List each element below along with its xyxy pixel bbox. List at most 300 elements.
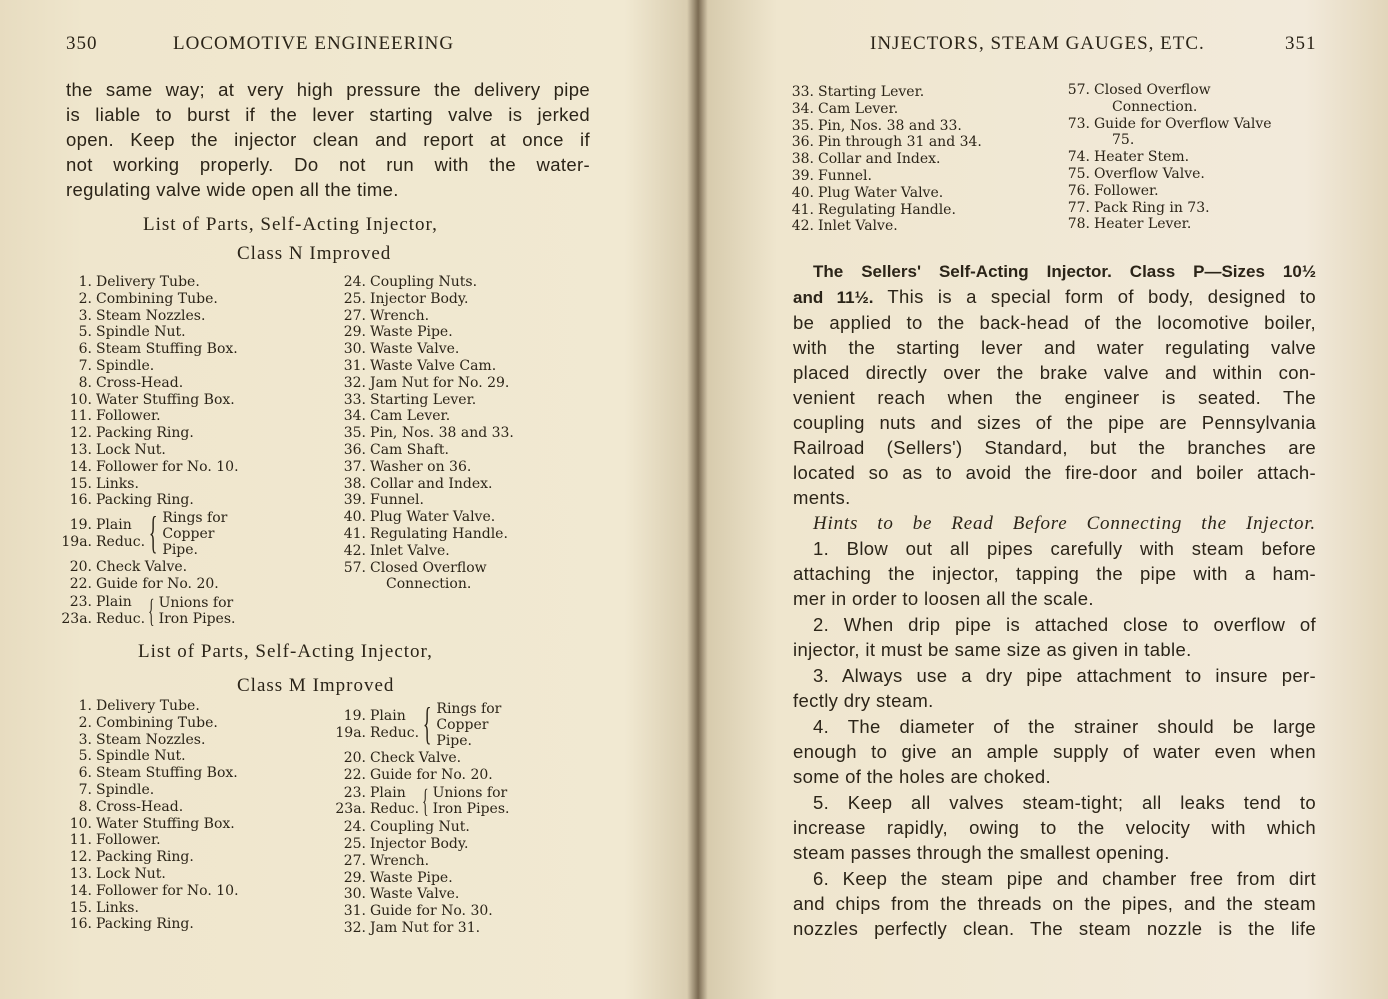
list-item — [334, 442, 514, 459]
list-item — [334, 476, 514, 493]
left-page-number: 350 — [66, 33, 98, 54]
item-text: Combining Tube. — [96, 290, 218, 307]
text-line: nozzles perfectly clean. The steam nozzle is the life — [793, 918, 1316, 939]
list-item — [60, 308, 239, 325]
item-number: 5. — [78, 324, 92, 341]
item-number: 24. — [343, 819, 366, 836]
item-text: Water Stuffing Box. — [96, 815, 235, 832]
item-text: Guide for No. 20. — [370, 766, 493, 783]
item-text: Collar and Index. — [370, 475, 493, 492]
item-text: Steam Nozzles. — [96, 731, 206, 748]
item-number: 31. — [343, 903, 366, 920]
item-text: Follower. — [1094, 182, 1159, 199]
item-number: 37. — [343, 458, 366, 475]
list-item — [60, 324, 239, 341]
list-item — [60, 341, 239, 358]
brace-glyph: { — [422, 699, 432, 749]
list-item — [60, 274, 239, 291]
item-number: 1. — [78, 698, 92, 714]
item-number: 25. — [343, 290, 366, 307]
item-number: 15. — [69, 899, 92, 916]
item-number: 8. — [78, 374, 92, 391]
item-text: Delivery Tube. — [96, 274, 200, 290]
item-text: Closed Overflow — [1094, 82, 1211, 98]
item-text: Waste Valve Cam. — [370, 357, 497, 374]
item-text: Cam Lever. — [818, 100, 899, 117]
item-number: 19a. — [335, 725, 366, 741]
list-item — [334, 392, 514, 409]
item-text: Lock Nut. — [96, 865, 166, 882]
list-item — [1060, 216, 1272, 233]
item-text: Heater Stem. — [1094, 149, 1190, 166]
brace-line: Copper — [436, 717, 489, 733]
item-text: Combining Tube. — [96, 714, 218, 731]
left-intro-paragraph — [66, 77, 590, 202]
item-text: Packing Ring. — [96, 916, 194, 933]
item-text: Pin through 31 and 34. — [818, 134, 982, 151]
item-number: 32. — [343, 374, 366, 391]
list-item — [60, 375, 239, 392]
item-text: Closed Overflow — [370, 559, 487, 576]
text-line: regulating valve wide open all the time. — [66, 179, 399, 200]
text-line: the same way; at very high pressure the delivery pipe — [66, 79, 590, 100]
item-number: 57. — [343, 559, 366, 576]
item-text: Wrench. — [370, 852, 430, 869]
item-text: Waste Valve. — [370, 886, 460, 903]
item-number: 38. — [791, 151, 814, 168]
item-number: 36. — [791, 134, 814, 151]
item-text: Cross-Head. — [96, 798, 184, 815]
text-line: 5. Keep all valves steam-tight; all leaks tend to — [813, 792, 1316, 813]
item-number: 10. — [69, 391, 92, 408]
item-number: 22. — [69, 575, 92, 592]
item-number: 30. — [343, 341, 366, 358]
list-item — [60, 576, 239, 593]
item-number: 42. — [343, 542, 366, 559]
list-item — [60, 392, 239, 409]
item-number: 29. — [343, 324, 366, 341]
list-item — [334, 425, 514, 442]
item-number: 20. — [69, 559, 92, 576]
item-number: 30. — [343, 886, 366, 903]
brace-group — [334, 781, 510, 820]
item-text: Jam Nut for 31. — [370, 919, 481, 936]
list-item — [334, 920, 509, 937]
item-number: 5. — [78, 748, 92, 765]
item-text: Funnel. — [818, 167, 872, 184]
list-n-title: List of Parts, Self-Acting Injector, — [143, 214, 438, 235]
item-text: Regulating Handle. — [818, 201, 956, 218]
text-line: 4. The diameter of the strainer should be large — [813, 716, 1316, 737]
list-item — [60, 765, 239, 782]
item-text: Regulating Handle. — [370, 525, 508, 542]
text-line: 1. Blow out all pipes carefully with steam before — [813, 538, 1316, 559]
item-text: Pack Ring in 73. — [1094, 199, 1210, 216]
list-item — [334, 291, 514, 308]
list-item — [60, 816, 239, 833]
text-line: 6. Keep the steam pipe and chamber free from dirt — [813, 868, 1316, 889]
item-text: Plain — [370, 708, 406, 725]
item-text: Starting Lever. — [370, 391, 477, 408]
item-number: 13. — [69, 865, 92, 882]
item-text: Injector Body. — [370, 835, 469, 852]
item-text: Check Valve. — [370, 750, 462, 766]
list-item — [334, 886, 509, 903]
list-item — [1060, 183, 1272, 200]
item-number: 27. — [343, 852, 366, 869]
item-text: Waste Pipe. — [370, 324, 453, 341]
item-number: 16. — [69, 492, 92, 509]
brace-line: Pipe. — [162, 542, 199, 559]
item-text: Waste Valve. — [370, 341, 460, 358]
item-number: 27. — [343, 307, 366, 324]
item-text: Coupling Nuts. — [370, 274, 478, 290]
item-number: 75. — [1067, 165, 1090, 182]
text-line: venient reach when the engineer is seated. The — [793, 387, 1316, 408]
item-text: Plain — [96, 593, 132, 610]
item-text: Follower for No. 10. — [96, 882, 239, 899]
item-text: Guide for No. 20. — [96, 575, 219, 592]
item-number: 40. — [791, 184, 814, 201]
item-text: Follower. — [96, 408, 161, 425]
list-m-column-1 — [60, 698, 239, 933]
item-number: 34. — [791, 100, 814, 117]
list-item — [60, 442, 239, 459]
brace-line: Copper — [162, 526, 215, 543]
item-number: 29. — [343, 869, 366, 886]
list-item — [60, 866, 239, 883]
list-item — [60, 782, 239, 799]
list-item — [334, 903, 509, 920]
text-line: open. Keep the injector clean and report at once if — [66, 129, 590, 150]
list-item — [334, 836, 509, 853]
item-number: 73. — [1067, 115, 1090, 132]
item-number: 77. — [1067, 199, 1090, 216]
right-page — [698, 0, 1388, 999]
item-text: Pin, Nos. 38 and 33. — [818, 117, 962, 134]
item-number: 8. — [78, 798, 92, 815]
list-item — [60, 715, 239, 732]
item-number: 15. — [69, 475, 92, 492]
brace-group — [60, 591, 239, 629]
item-text: Funnel. — [370, 492, 424, 509]
item-text: Steam Stuffing Box. — [96, 765, 238, 782]
item-number: 23. — [343, 784, 366, 801]
list-item — [1060, 166, 1272, 183]
item-text: Inlet Valve. — [818, 218, 898, 235]
text-line: ments. — [793, 487, 851, 508]
item-continuation: Connection. — [1112, 98, 1198, 115]
list-item — [60, 476, 239, 493]
text-line: be applied to the back-head of the locomotive boiler, — [793, 312, 1316, 333]
item-number: 1. — [78, 274, 92, 290]
brace-glyph: { — [422, 781, 429, 820]
text-line: is liable to burst if the lever starting valve is jerked — [66, 104, 590, 125]
item-number: 23a. — [61, 610, 92, 627]
list-item — [334, 543, 514, 560]
hint-item — [793, 663, 1316, 713]
list-m-subtitle: Class M Improved — [237, 675, 395, 696]
item-number: 19a. — [61, 534, 92, 551]
list-item — [334, 819, 509, 836]
item-text: Check Valve. — [96, 559, 188, 576]
item-number: 57. — [1067, 82, 1090, 98]
item-text: Pin, Nos. 38 and 33. — [370, 425, 514, 442]
item-number: 24. — [343, 274, 366, 290]
list-item — [1060, 200, 1272, 217]
text-line: increase rapidly, owing to the velocity with which — [793, 817, 1316, 838]
item-text: Plain — [370, 784, 406, 801]
item-text: Packing Ring. — [96, 425, 194, 442]
text-line: with the starting lever and water regulating valve — [793, 337, 1316, 358]
text-line: Railroad (Sellers') Standard, but the branches are — [793, 437, 1316, 458]
item-number: 40. — [343, 509, 366, 526]
text-line: some of the holes are choked. — [793, 766, 1051, 787]
item-number: 2. — [78, 714, 92, 731]
item-text: Plug Water Valve. — [370, 509, 496, 526]
item-number: 41. — [343, 525, 366, 542]
item-text: Overflow Valve. — [1094, 165, 1205, 182]
list-item — [334, 526, 514, 543]
list-item — [334, 375, 514, 392]
item-text: Washer on 36. — [370, 458, 472, 475]
item-text: Steam Stuffing Box. — [96, 341, 238, 358]
item-text: Reduc. — [370, 801, 420, 818]
item-text: Guide for Overflow Valve — [1094, 115, 1272, 132]
item-number: 38. — [343, 475, 366, 492]
brace-glyph: { — [148, 591, 155, 629]
item-text: Follower for No. 10. — [96, 458, 239, 475]
item-continuation: Connection. — [386, 576, 472, 593]
item-number: 34. — [343, 408, 366, 425]
item-text: Links. — [96, 475, 139, 492]
text-line: injector, it must be same size as given in table. — [793, 639, 1192, 660]
item-number: 39. — [343, 492, 366, 509]
list-item — [334, 324, 514, 341]
hint-item — [793, 790, 1316, 865]
brace-group — [60, 510, 239, 558]
item-number: 22. — [343, 766, 366, 783]
list-n-column-1 — [60, 274, 239, 628]
brace-group — [334, 701, 509, 749]
list-m-title: List of Parts, Self-Acting Injector, — [138, 641, 433, 662]
brace-line: Pipe. — [436, 733, 473, 749]
item-text: Injector Body. — [370, 290, 469, 307]
item-text: Follower. — [96, 832, 161, 849]
list-item — [60, 492, 239, 509]
item-number: 78. — [1067, 216, 1090, 233]
hint-item — [793, 866, 1316, 941]
hints-heading: Hints to be Read Before Connecting the Injector. — [813, 513, 1316, 534]
item-number: 16. — [69, 916, 92, 933]
text-line: fectly dry steam. — [793, 690, 934, 711]
left-page — [0, 0, 690, 999]
hint-item — [793, 714, 1316, 789]
item-text: Spindle Nut. — [96, 324, 186, 341]
item-number: 3. — [78, 307, 92, 324]
hint-item — [793, 612, 1316, 662]
list-item — [60, 732, 239, 749]
text-line: mer in order to loosen all the scale. — [793, 588, 1094, 609]
item-text: Waste Pipe. — [370, 869, 453, 886]
list-item — [60, 358, 239, 375]
list-item — [334, 274, 514, 291]
item-text: Plain — [96, 517, 132, 534]
item-text: Inlet Valve. — [370, 542, 450, 559]
item-number: 14. — [69, 458, 92, 475]
item-text: Lock Nut. — [96, 441, 166, 458]
item-number: 11. — [69, 832, 92, 849]
item-text: Reduc. — [96, 610, 146, 627]
item-number: 35. — [343, 425, 366, 442]
text-line: located so as to avoid the fire-door and boiler attach- — [793, 462, 1316, 483]
list-item — [1060, 82, 1272, 99]
list-item — [334, 750, 509, 767]
item-continuation: 75. — [1112, 132, 1135, 149]
item-number: 31. — [343, 357, 366, 374]
brace-line: Rings for — [162, 510, 228, 527]
item-number: 6. — [78, 765, 92, 782]
item-text: Cross-Head. — [96, 374, 184, 391]
item-number: 11. — [69, 408, 92, 425]
list-item — [784, 101, 982, 118]
list-item — [784, 118, 982, 135]
list-item — [784, 185, 982, 202]
item-number: 42. — [791, 218, 814, 235]
parts-continued-column-2 — [1060, 82, 1272, 233]
item-number: 39. — [791, 167, 814, 184]
list-item — [784, 202, 982, 219]
list-item — [60, 291, 239, 308]
text-line: not working properly. Do not run with the water- — [66, 154, 590, 175]
brace-line: Unions for — [432, 785, 508, 802]
list-item — [60, 883, 239, 900]
list-item — [60, 849, 239, 866]
left-running-head: LOCOMOTIVE ENGINEERING — [173, 33, 455, 54]
item-text: Spindle. — [96, 357, 155, 374]
list-item — [60, 748, 239, 765]
list-item — [60, 698, 239, 715]
item-text: Packing Ring. — [96, 492, 194, 509]
list-item — [334, 308, 514, 325]
sellers-heading: The Sellers' Self-Acting Injector. Class P—Sizes 10½ — [813, 262, 1316, 281]
item-number: 32. — [343, 919, 366, 936]
list-item — [334, 408, 514, 425]
item-text: Jam Nut for No. 29. — [370, 374, 510, 391]
item-number: 33. — [343, 391, 366, 408]
list-item — [1060, 116, 1272, 133]
item-number: 23. — [69, 593, 92, 610]
list-item — [784, 151, 982, 168]
item-text: Steam Nozzles. — [96, 307, 206, 324]
list-item — [334, 560, 514, 577]
text-line: and chips from the threads on the pipes, and the steam — [793, 893, 1316, 914]
list-item — [334, 509, 514, 526]
item-number: 14. — [69, 882, 92, 899]
list-item — [334, 853, 509, 870]
item-number: 6. — [78, 341, 92, 358]
item-number: 36. — [343, 441, 366, 458]
item-text: Coupling Nut. — [370, 819, 470, 836]
item-text: Links. — [96, 899, 139, 916]
text-line: enough to give an ample supply of water even when — [793, 741, 1316, 762]
item-number: 7. — [78, 357, 92, 374]
list-item — [334, 341, 514, 358]
list-item — [334, 870, 509, 887]
list-m-column-2 — [334, 700, 509, 937]
item-text: Starting Lever. — [818, 84, 925, 100]
item-text: Spindle Nut. — [96, 748, 186, 765]
item-text: Wrench. — [370, 307, 430, 324]
item-text: Delivery Tube. — [96, 698, 200, 714]
item-number: 19. — [343, 708, 366, 725]
list-item — [60, 459, 239, 476]
item-text: Packing Ring. — [96, 849, 194, 866]
list-item — [60, 425, 239, 442]
item-text: Reduc. — [370, 725, 420, 741]
item-number: 25. — [343, 835, 366, 852]
list-item — [334, 358, 514, 375]
text-line: coupling nuts and sizes of the pipe are Pennsylvania — [793, 412, 1316, 433]
list-item — [60, 916, 239, 933]
list-item — [784, 218, 982, 235]
item-number: 2. — [78, 290, 92, 307]
list-n-column-2 — [334, 274, 514, 593]
text-line: 2. When drip pipe is attached close to overflow of — [813, 614, 1316, 635]
parts-continued-column-1 — [784, 84, 982, 235]
item-text: Collar and Index. — [818, 151, 941, 168]
item-number: 76. — [1067, 182, 1090, 199]
list-item — [334, 459, 514, 476]
brace-line: Rings for — [436, 701, 502, 717]
item-number: 35. — [791, 117, 814, 134]
list-item — [60, 408, 239, 425]
item-number: 12. — [69, 849, 92, 866]
item-number: 20. — [343, 750, 366, 766]
item-text: Cam Lever. — [370, 408, 451, 425]
text-line: placed directly over the brake valve and within con- — [793, 362, 1316, 383]
list-item — [784, 84, 982, 101]
item-text: Cam Shaft. — [370, 441, 449, 458]
item-number: 12. — [69, 425, 92, 442]
brace-line: Iron Pipes. — [158, 610, 236, 627]
item-number: 19. — [69, 517, 92, 534]
list-item — [60, 559, 239, 576]
list-item — [784, 134, 982, 151]
text-line: steam passes through the smallest opening. — [793, 842, 1170, 863]
sellers-paragraph — [793, 258, 1316, 941]
item-number: 41. — [791, 201, 814, 218]
item-text: Plug Water Valve. — [818, 184, 944, 201]
right-running-head: INJECTORS, STEAM GAUGES, ETC. — [870, 33, 1205, 54]
text-line: 3. Always use a dry pipe attachment to insure per- — [813, 665, 1316, 686]
text-line: attaching the injector, tapping the pipe with a ham- — [793, 563, 1316, 584]
item-number: 13. — [69, 441, 92, 458]
item-text: Spindle. — [96, 781, 155, 798]
hint-item — [793, 536, 1316, 611]
item-number: 7. — [78, 781, 92, 798]
item-number: 74. — [1067, 149, 1090, 166]
list-item — [60, 799, 239, 816]
list-item — [60, 900, 239, 917]
item-text: Reduc. — [96, 534, 146, 551]
brace-glyph: { — [148, 508, 158, 559]
text-line: and 11½. This is a special form of body, designed to — [793, 286, 1317, 307]
item-number: 3. — [78, 731, 92, 748]
list-item — [1060, 149, 1272, 166]
list-item — [784, 168, 982, 185]
brace-line: Iron Pipes. — [432, 801, 510, 818]
